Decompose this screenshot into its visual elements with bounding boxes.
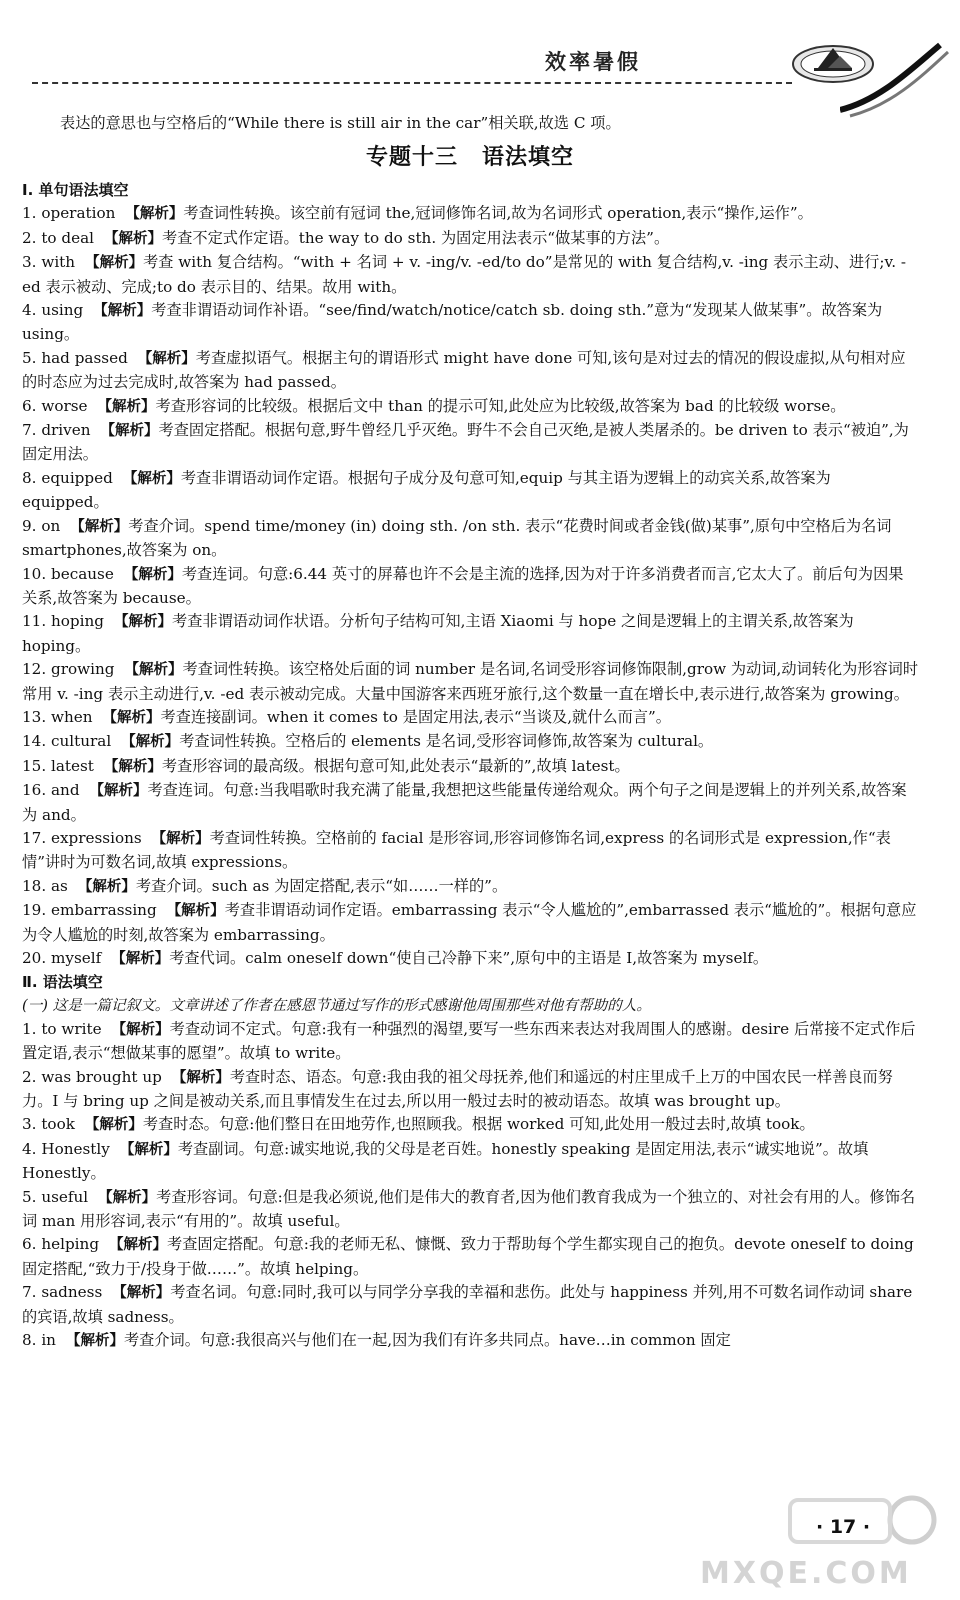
item-number: 3. xyxy=(22,1115,37,1134)
list-item xyxy=(22,1113,918,1137)
item-number: 16. xyxy=(22,781,47,800)
item-number: 2. xyxy=(22,228,37,247)
item-explanation: 考查时态、语态。句意:我由我的祖父母抚养,他们和遥远的村庄里成千上万的中国农民一样善良而努力。I 与 bring up 之间是被动关系,而且事情发生在过去,所以用一般过去时的被动语态。故填 was brought up。 xyxy=(22,1067,893,1111)
item-tag: 【解析】 xyxy=(119,1141,178,1158)
list-item xyxy=(22,779,918,827)
part2-heading: Ⅱ. 语法填空 xyxy=(22,973,103,992)
item-explanation: 考查名词。句意:同时,我可以与同学分享我的幸福和悲伤。此处与 happiness 并列,用不可数名词作动词 share 的宾语,故填 sadness。 xyxy=(22,1283,913,1326)
item-answer: worse xyxy=(41,396,88,415)
item-answer: cultural xyxy=(50,732,112,751)
item-tag: 【解析】 xyxy=(84,1117,143,1134)
item-tag: 【解析】 xyxy=(111,951,170,967)
list-item xyxy=(22,706,918,730)
item-number: 14. xyxy=(22,732,47,751)
item-answer: on xyxy=(41,516,61,535)
header-title: 效率暑假 xyxy=(545,50,641,74)
item-answer: because xyxy=(50,564,114,583)
item-tag: 【解析】 xyxy=(166,903,225,920)
list-item xyxy=(22,899,918,947)
list-item xyxy=(22,1018,918,1066)
document-body xyxy=(22,112,918,1354)
item-explanation: 考查词性转换。该空格处后面的词 number 是名词,名词受形容词修饰限制,grow 为动词,动词转化为形容词时常用 v. -ing 表示主动进行,v. -ed 表示被动完成。大量中国游客来西班牙旅行,这个数量一直在增长中,表示进行,故答案为 growing。 xyxy=(22,660,919,703)
item-explanation: 考查动词不定式。句意:我有一种强烈的渴望,要写一些东西来表达对我周围人的感谢。desire 后常接不定式作后置定语,表示“想做某事的愿望”。故填 to write。 xyxy=(22,1019,916,1063)
item-number: 11. xyxy=(22,612,47,631)
item-tag: 【解析】 xyxy=(98,1189,157,1206)
item-tag: 【解析】 xyxy=(112,1285,171,1302)
page-number: · 17 · xyxy=(816,1516,871,1538)
item-number: 20. xyxy=(22,949,47,967)
item-tag: 【解析】 xyxy=(93,303,152,320)
list-item xyxy=(22,299,918,347)
item-explanation: 考查形容词的比较级。根据后文中 than 的提示可知,此处应为比较级,故答案为 bad 的比较级 worse。 xyxy=(155,396,846,415)
item-answer: Honestly xyxy=(41,1139,110,1158)
item-explanation: 考查介词。句意:我很高兴与他们在一起,因为我们有许多共同点。have…in common 固定 xyxy=(123,1331,731,1350)
item-number: 6. xyxy=(22,1235,37,1254)
item-number: 1. xyxy=(22,204,37,223)
part2-sub-intro: (一) 这是一篇记叙文。文章讲述了作者在感恩节通过写作的形式感谢他周围那些对他有帮助的人。 xyxy=(22,997,651,1015)
list-item xyxy=(22,1138,918,1186)
list-item xyxy=(22,730,918,754)
item-explanation: 考查固定搭配。句意:我的老师无私、慷慨、致力于帮助每个学生都实现自己的抱负。devote oneself to doing 固定搭配,“致力于/投身于做……”。故填 helping。 xyxy=(22,1235,914,1278)
item-explanation: 考查词性转换。该空前有冠词 the,冠词修饰名词,故为名词形式 operation,表示“操作,运作”。 xyxy=(183,204,813,223)
item-answer: expressions xyxy=(50,828,142,847)
item-answer: was brought up xyxy=(41,1067,162,1086)
item-explanation: 考查词性转换。空格后的 elements 是名词,受形容词修饰,故答案为 cultural。 xyxy=(179,732,714,751)
list-item xyxy=(22,827,918,875)
item-number: 3. xyxy=(22,253,37,272)
item-number: 17. xyxy=(22,828,47,847)
item-tag: 【解析】 xyxy=(109,1237,168,1254)
item-tag: 【解析】 xyxy=(124,662,183,679)
item-explanation: 考查形容词。句意:但是我必须说,他们是伟大的教育者,因为他们教育我成为一个独立的、对社会有用的人。修饰名词 man 用形容词,表示“有用的”。故填 useful。 xyxy=(22,1187,916,1231)
list-item xyxy=(22,419,918,467)
item-explanation: 考查介词。spend time/money (in) doing sth. /on sth. 表示“花费时间或者金钱(做)某事”,原句中空格后为名词 smartphones,故答案为 on。 xyxy=(22,516,892,560)
item-tag: 【解析】 xyxy=(89,783,148,800)
item-answer: driven xyxy=(41,421,91,440)
item-tag: 【解析】 xyxy=(114,614,172,631)
item-number: 18. xyxy=(22,876,47,895)
item-answer: operation xyxy=(41,204,116,223)
item-answer: equipped xyxy=(41,468,113,487)
item-tag: 【解析】 xyxy=(122,470,181,487)
intro-line: 表达的意思也与空格后的“While there is still air in the car”相关联,故选 C 项。 xyxy=(60,114,621,132)
item-explanation: 考查非谓语动词作补语。“see/find/watch/notice/catch sb. doing sth.”意为“发现某人做某事”。故答案为 using。 xyxy=(22,301,883,344)
item-answer: myself xyxy=(50,949,102,967)
item-answer: as xyxy=(50,876,68,895)
page-header xyxy=(0,0,960,100)
item-explanation: 考查代词。calm oneself down“使自己冷静下来”,原句中的主语是 I,故答案为 myself。 xyxy=(169,949,769,967)
item-answer: with xyxy=(41,253,76,272)
item-tag: 【解析】 xyxy=(171,1069,230,1086)
list-item xyxy=(22,563,918,611)
item-answer: to write xyxy=(41,1019,102,1038)
item-number: 7. xyxy=(22,421,37,440)
list-item xyxy=(22,947,918,971)
item-number: 4. xyxy=(22,1139,37,1158)
list-item xyxy=(22,1066,918,1114)
item-tag: 【解析】 xyxy=(123,566,182,583)
list-item xyxy=(22,202,918,226)
item-answer: when xyxy=(50,707,93,726)
item-explanation: 考查不定式作定语。the way to do sth. 为固定用法表示“做某事的方法”。 xyxy=(162,228,670,247)
item-explanation: 考查 with 复合结构。“with + 名词 + v. -ing/v. -ed/to do”是常见的 with 复合结构,v. -ing 表示主动、进行;v. -ed 表示被动、完成;to do 表示目的、结果。故用 with。 xyxy=(22,253,907,296)
item-tag: 【解析】 xyxy=(97,398,156,415)
item-tag: 【解析】 xyxy=(111,1021,170,1038)
item-tag: 【解析】 xyxy=(102,709,161,726)
item-answer: latest xyxy=(50,756,94,775)
part1-heading: Ⅰ. 单句语法填空 xyxy=(22,181,129,200)
item-answer: in xyxy=(41,1331,56,1350)
list-item xyxy=(22,875,918,899)
item-explanation: 考查时态。句意:他们整日在田地劳作,也照顾我。根据 worked 可知,此处用一般过去时,故填 took。 xyxy=(142,1115,815,1134)
item-answer: embarrassing xyxy=(50,901,157,920)
item-explanation: 考查虚拟语气。根据主句的谓语形式 might have done 可知,该句是对过去的情况的假设虚拟,从句相对应的时态应为过去完成时,故答案为 had passed。 xyxy=(22,348,906,392)
item-number: 15. xyxy=(22,756,47,775)
item-number: 4. xyxy=(22,301,37,320)
item-explanation: 考查固定搭配。根据句意,野牛曾经几乎灭绝。野牛不会自己灭绝,是被人类屠杀的。be driven to 表示“被迫”,为固定用法。 xyxy=(22,421,909,464)
item-tag: 【解析】 xyxy=(65,1333,124,1350)
item-tag: 【解析】 xyxy=(104,230,163,247)
item-tag: 【解析】 xyxy=(137,350,196,367)
section-title-number: 专题十三 xyxy=(365,145,458,171)
item-tag: 【解析】 xyxy=(151,830,210,847)
item-number: 10. xyxy=(22,564,47,583)
item-answer: using xyxy=(41,301,84,320)
list-item xyxy=(22,395,918,419)
list-item xyxy=(22,1186,918,1234)
item-tag: 【解析】 xyxy=(100,423,159,440)
item-answer: took xyxy=(41,1115,75,1134)
list-item xyxy=(22,1281,918,1329)
list-item xyxy=(22,658,918,706)
item-answer: to deal xyxy=(41,228,95,247)
item-explanation: 考查连词。句意:6.44 英寸的屏幕也许不会是主流的选择,因为对于许多消费者而言,它太大了。前后句为因果关系,故答案为 because。 xyxy=(22,564,904,607)
decorative-swoosh-icon xyxy=(840,40,950,120)
item-number: 19. xyxy=(22,901,47,920)
item-number: 5. xyxy=(22,348,37,367)
item-number: 9. xyxy=(22,516,37,535)
part2-list xyxy=(22,1018,918,1354)
item-tag: 【解析】 xyxy=(77,878,136,895)
list-item xyxy=(22,1329,918,1353)
item-tag: 【解析】 xyxy=(121,734,180,751)
list-item xyxy=(22,610,918,658)
item-explanation: 考查非谓语动词作定语。embarrassing 表示“令人尴尬的”,embarrassed 表示“尴尬的”。根据句意应为令人尴尬的时刻,故答案为 embarrassing。 xyxy=(22,901,917,944)
item-answer: sadness xyxy=(41,1283,103,1302)
item-tag: 【解析】 xyxy=(85,255,144,272)
part1-list xyxy=(22,202,918,971)
item-number: 8. xyxy=(22,468,37,487)
item-answer: helping xyxy=(41,1235,100,1254)
item-answer: growing xyxy=(50,660,115,679)
item-number: 8. xyxy=(22,1331,37,1350)
section-title-topic: 语法填空 xyxy=(482,145,575,171)
list-item xyxy=(22,347,918,395)
item-explanation: 考查非谓语动词作定语。根据句子成分及句意可知,equip 与其主语为逻辑上的动宾关系,故答案为 equipped。 xyxy=(22,468,831,512)
item-number: 12. xyxy=(22,660,47,679)
item-number: 1. xyxy=(22,1019,37,1038)
item-explanation: 考查副词。句意:诚实地说,我的父母是老百姓。honestly speaking 是固定用法,表示“诚实地说”。故填 Honestly。 xyxy=(22,1139,869,1183)
item-number: 2. xyxy=(22,1067,37,1086)
item-answer: hoping xyxy=(50,612,104,631)
item-explanation: 考查连接副词。when it comes to 是固定用法,表示“当谈及,就什么而言”。 xyxy=(160,707,671,726)
item-number: 6. xyxy=(22,396,37,415)
item-tag: 【解析】 xyxy=(103,758,162,775)
item-number: 7. xyxy=(22,1283,37,1302)
item-answer: useful xyxy=(41,1187,89,1206)
item-number: 5. xyxy=(22,1187,37,1206)
item-explanation: 考查形容词的最高级。根据句意可知,此处表示“最新的”,故填 latest。 xyxy=(161,756,630,775)
list-item xyxy=(22,515,918,563)
list-item xyxy=(22,227,918,251)
item-explanation: 考查介词。such as 为固定搭配,表示“如……一样的”。 xyxy=(135,876,508,895)
item-number: 13. xyxy=(22,707,47,726)
watermark-site: MXQE.COM xyxy=(700,1556,912,1591)
list-item xyxy=(22,1233,918,1281)
item-explanation: 考查连词。句意:当我唱歌时我充满了能量,我想把这些能量传递给观众。两个句子之间是逻辑上的并列关系,故答案为 and。 xyxy=(22,781,907,824)
item-answer: had passed xyxy=(41,348,128,367)
item-explanation: 考查非谓语动词作状语。分析句子结构可知,主语 Xiaomi 与 hope 之间是逻辑上的主谓关系,故答案为 hoping。 xyxy=(22,612,854,655)
list-item xyxy=(22,251,918,299)
section-title xyxy=(22,145,918,171)
item-answer: and xyxy=(50,781,80,800)
list-item xyxy=(22,755,918,779)
item-explanation: 考查词性转换。空格前的 facial 是形容词,形容词修饰名词,express 的名词形式是 expression,作“表情”讲时为可数名词,故填 expressions。 xyxy=(22,828,891,872)
list-item xyxy=(22,467,918,515)
item-tag: 【解析】 xyxy=(70,518,129,535)
item-tag: 【解析】 xyxy=(125,206,184,223)
header-divider xyxy=(32,82,792,84)
